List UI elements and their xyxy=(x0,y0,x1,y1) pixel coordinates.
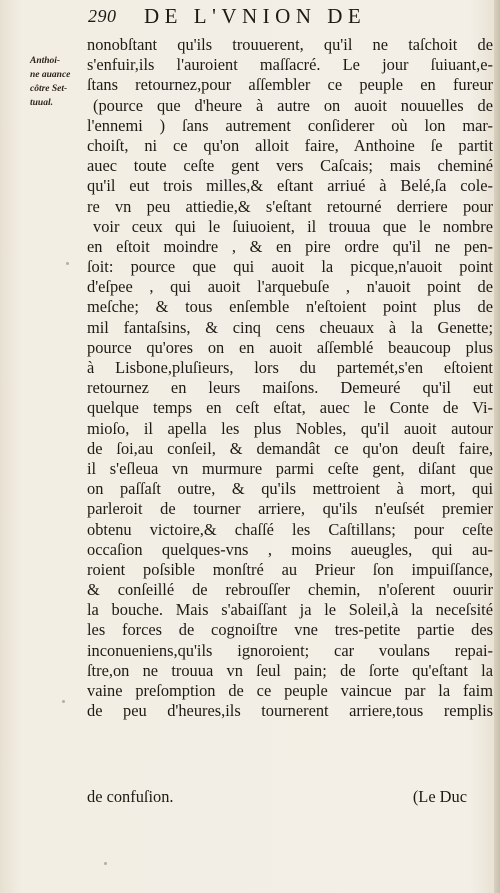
text-line: retournez en leurs maiſons. Demeuré qu'il eut xyxy=(87,378,493,398)
text-line: re vn peu attiedie,& s'eſtant retourné derriere pour xyxy=(87,196,493,216)
text-line: ſoit: pource que qui auoit la picque,n'auoit point xyxy=(87,257,493,277)
text-line: mioſo, il apella les plus Nobles, qu'il auoit autour xyxy=(87,418,493,438)
text-line: de peu d'heures,ils tournerent arriere,tous remplis xyxy=(87,701,493,721)
text-line: on paſſaſt outre, & qu'ils mettroient à mort, qui xyxy=(87,479,493,499)
text-line: ſtans retournez,pour aſſembler ce peuple en fureur xyxy=(87,75,493,95)
page-gutter-shadow xyxy=(494,0,500,893)
text-line: roient poſsible monſtré au Prieur ſon impuiſſance, xyxy=(87,559,493,579)
text-line: pource qu'ores on en auoit aſſemblé beaucoup plus xyxy=(87,337,493,357)
paper-speck xyxy=(62,700,65,703)
text-line: en eſtoit moindre , & en pire ordre qu'il ne pen- xyxy=(87,236,493,256)
text-line: (pource que d'heure à autre on auoit nouuelles de xyxy=(93,95,493,115)
text-line: qu'il eut trois milles,& eſtant arriué à Belé,ſa cole- xyxy=(87,176,493,196)
text-line: les forces de cognoiſtre vne tres-petite partie des xyxy=(87,620,493,640)
text-line: l'ennemi ) ſans autrement conſiderer où lon mar- xyxy=(87,115,493,135)
body-text xyxy=(87,35,493,721)
text-line: voir ceux qui le ſuiuoient, il trouua que le nombre xyxy=(93,216,493,236)
text-line: inconueniens,qu'ils ignoroient; car voulans repai- xyxy=(87,640,493,660)
marginal-note xyxy=(30,54,88,110)
paper-speck xyxy=(66,262,69,265)
marginal-note-line: côtre Set- xyxy=(30,84,68,94)
text-line: quelque temps en ceſt eſtat, auec le Conte de Vi- xyxy=(87,398,493,418)
text-line: choiſt, ni ce qu'on alloit faire, Anthoine ſe partit xyxy=(87,135,493,155)
text-line: d'eſpee , qui auoit l'arquebuſe , n'auoit point de xyxy=(87,277,493,297)
text-line: vaine preſomption de ce peuple vaincue par la faim xyxy=(87,681,493,700)
text-line: auec toute ceſte gent vers Caſcais; mais cheminé xyxy=(87,156,493,176)
paper-speck xyxy=(104,862,107,865)
text-line: obtenu victoire,& chaſſé les Caſtillans; pour ceſte xyxy=(87,519,493,539)
text-line: nonobſtant qu'ils trouuerent, qu'il ne taſchoit de xyxy=(87,35,493,54)
marginal-note-line: tuual. xyxy=(30,98,53,108)
marginal-note-line: ne auance xyxy=(30,70,71,80)
paragraph-end: de confuſion. xyxy=(87,787,174,806)
text-line: occaſion quelques-vns , moins aueugles, qui au- xyxy=(87,539,493,559)
marginal-note-line: Anthoi- xyxy=(30,56,61,66)
text-line: & conſeillé de rebrouſſer chemin, n'oſerent ouurir xyxy=(87,580,493,600)
text-line: ſtre,on ne trouua vn ſeul pain; de ſorte qu'eſtant la xyxy=(87,660,493,680)
text-line: mil fantaſsins, & cinq cens cheuaux à la Genette; xyxy=(87,317,493,337)
text-line: meſche; & tous enſemble n'eſtoient point plus de xyxy=(87,297,493,317)
page-number: 290 xyxy=(88,6,117,26)
final-line xyxy=(87,787,467,807)
running-title: DE L'VNION DE xyxy=(144,4,367,28)
text-line: parleroit de tourner arriere, qu'ils n'euſsét premier xyxy=(87,499,493,519)
text-line: à Lisbone,pluſieurs, lors du partemét,s'en eſtoient xyxy=(87,358,493,377)
text-line: de ſoi,au conſeil, & demandât ce qu'on deuſt faire, xyxy=(87,438,493,458)
text-line: s'enfuir,ils l'auroient maſſacré. Le jour ſuiuant,e- xyxy=(87,55,493,75)
text-line: la bouche. Mais s'abaiſſant ja le Soleil,à la neceſsité xyxy=(87,600,493,620)
page-header xyxy=(88,4,496,28)
text-line: il s'eſleua vn murmure parmi ceſte gent, diſant que xyxy=(87,458,493,478)
catchword: (Le Duc xyxy=(412,787,467,806)
